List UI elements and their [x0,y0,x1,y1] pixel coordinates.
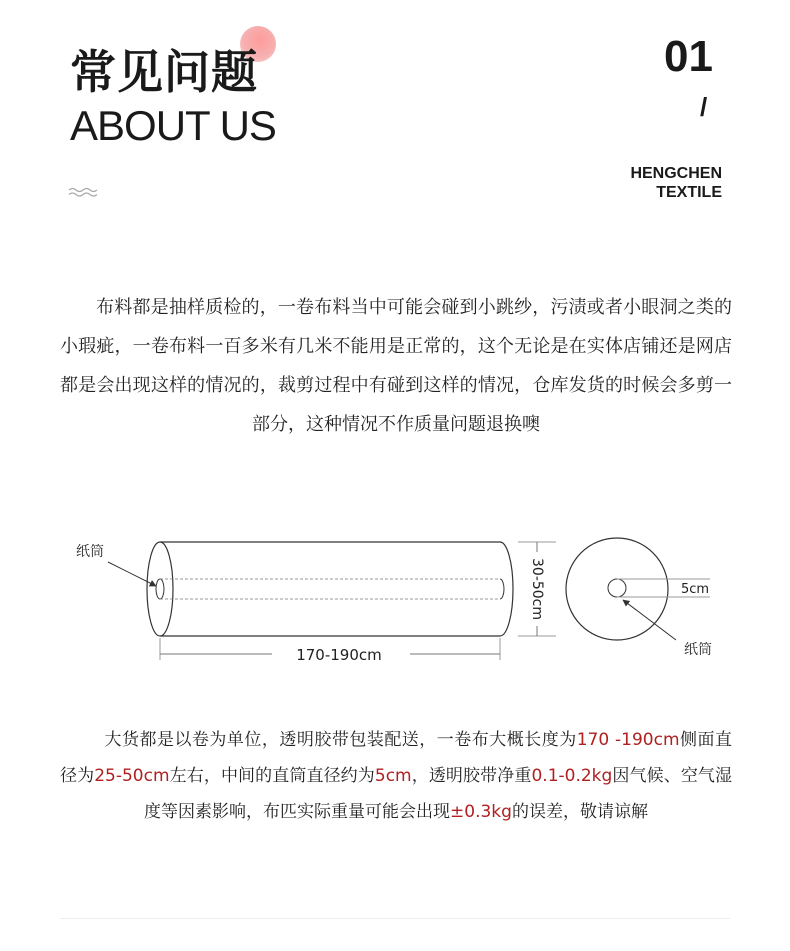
highlight-core: 5cm [374,766,412,786]
highlight-tape-weight: 0.1-0.2kg [531,766,613,786]
details-paragraph [60,722,732,830]
section-number: 01 [664,32,713,81]
section-slash: / [700,92,708,122]
highlight-tolerance: ±0.3kg [450,802,512,822]
brand-line-1: HENGCHEN [630,165,722,182]
details-text-6: 的误差，敬请谅解 [511,802,648,822]
wave-icon [68,186,98,198]
left-core-label: 纸筒 [76,544,104,560]
roll-cylinder [147,542,513,636]
details-text-3: 左右，中间的直筒直径约为 [169,766,375,786]
details-text-5: 因气候、空气湿度等因素影响，布匹实际重量可能会出现 [144,766,733,822]
brand-name [630,164,722,202]
length-label: 170-190cm [296,646,382,664]
core-size-label: 5cm [681,582,710,597]
fabric-roll-diagram [0,520,790,670]
bottom-divider [60,918,730,919]
highlight-length: 170 -190cm [576,730,680,750]
details-text-4: ，透明胶带净重 [411,766,532,786]
right-core-label: 纸筒 [684,642,712,658]
details-text-2: 侧面直径为 [60,730,733,786]
highlight-diameter: 25-50cm [94,766,170,786]
intro-text: 布料都是抽样质检的，一卷布料当中可能会碰到小跳纱，污渍或者小眼洞之类的小瑕疵，一卷布料一百多米有几米不能用是正常的，这个无论是在实体店铺还是网店都是会出现这样的情况的，裁剪过程中有碰到这样的情况，仓库发货的时候会多剪一部分，这种情况不作质量问题退换噢 [60,297,732,435]
page-title: 常见问题 [70,45,258,99]
diameter-label: 30-50cm [529,557,545,621]
intro-paragraph [60,288,732,444]
page-subtitle: ABOUT US [70,102,276,149]
details-text-1: 大货都是以卷为单位，透明胶带包装配送，一卷布大概长度为 [104,730,577,750]
brand-line-2: TEXTILE [656,184,722,201]
